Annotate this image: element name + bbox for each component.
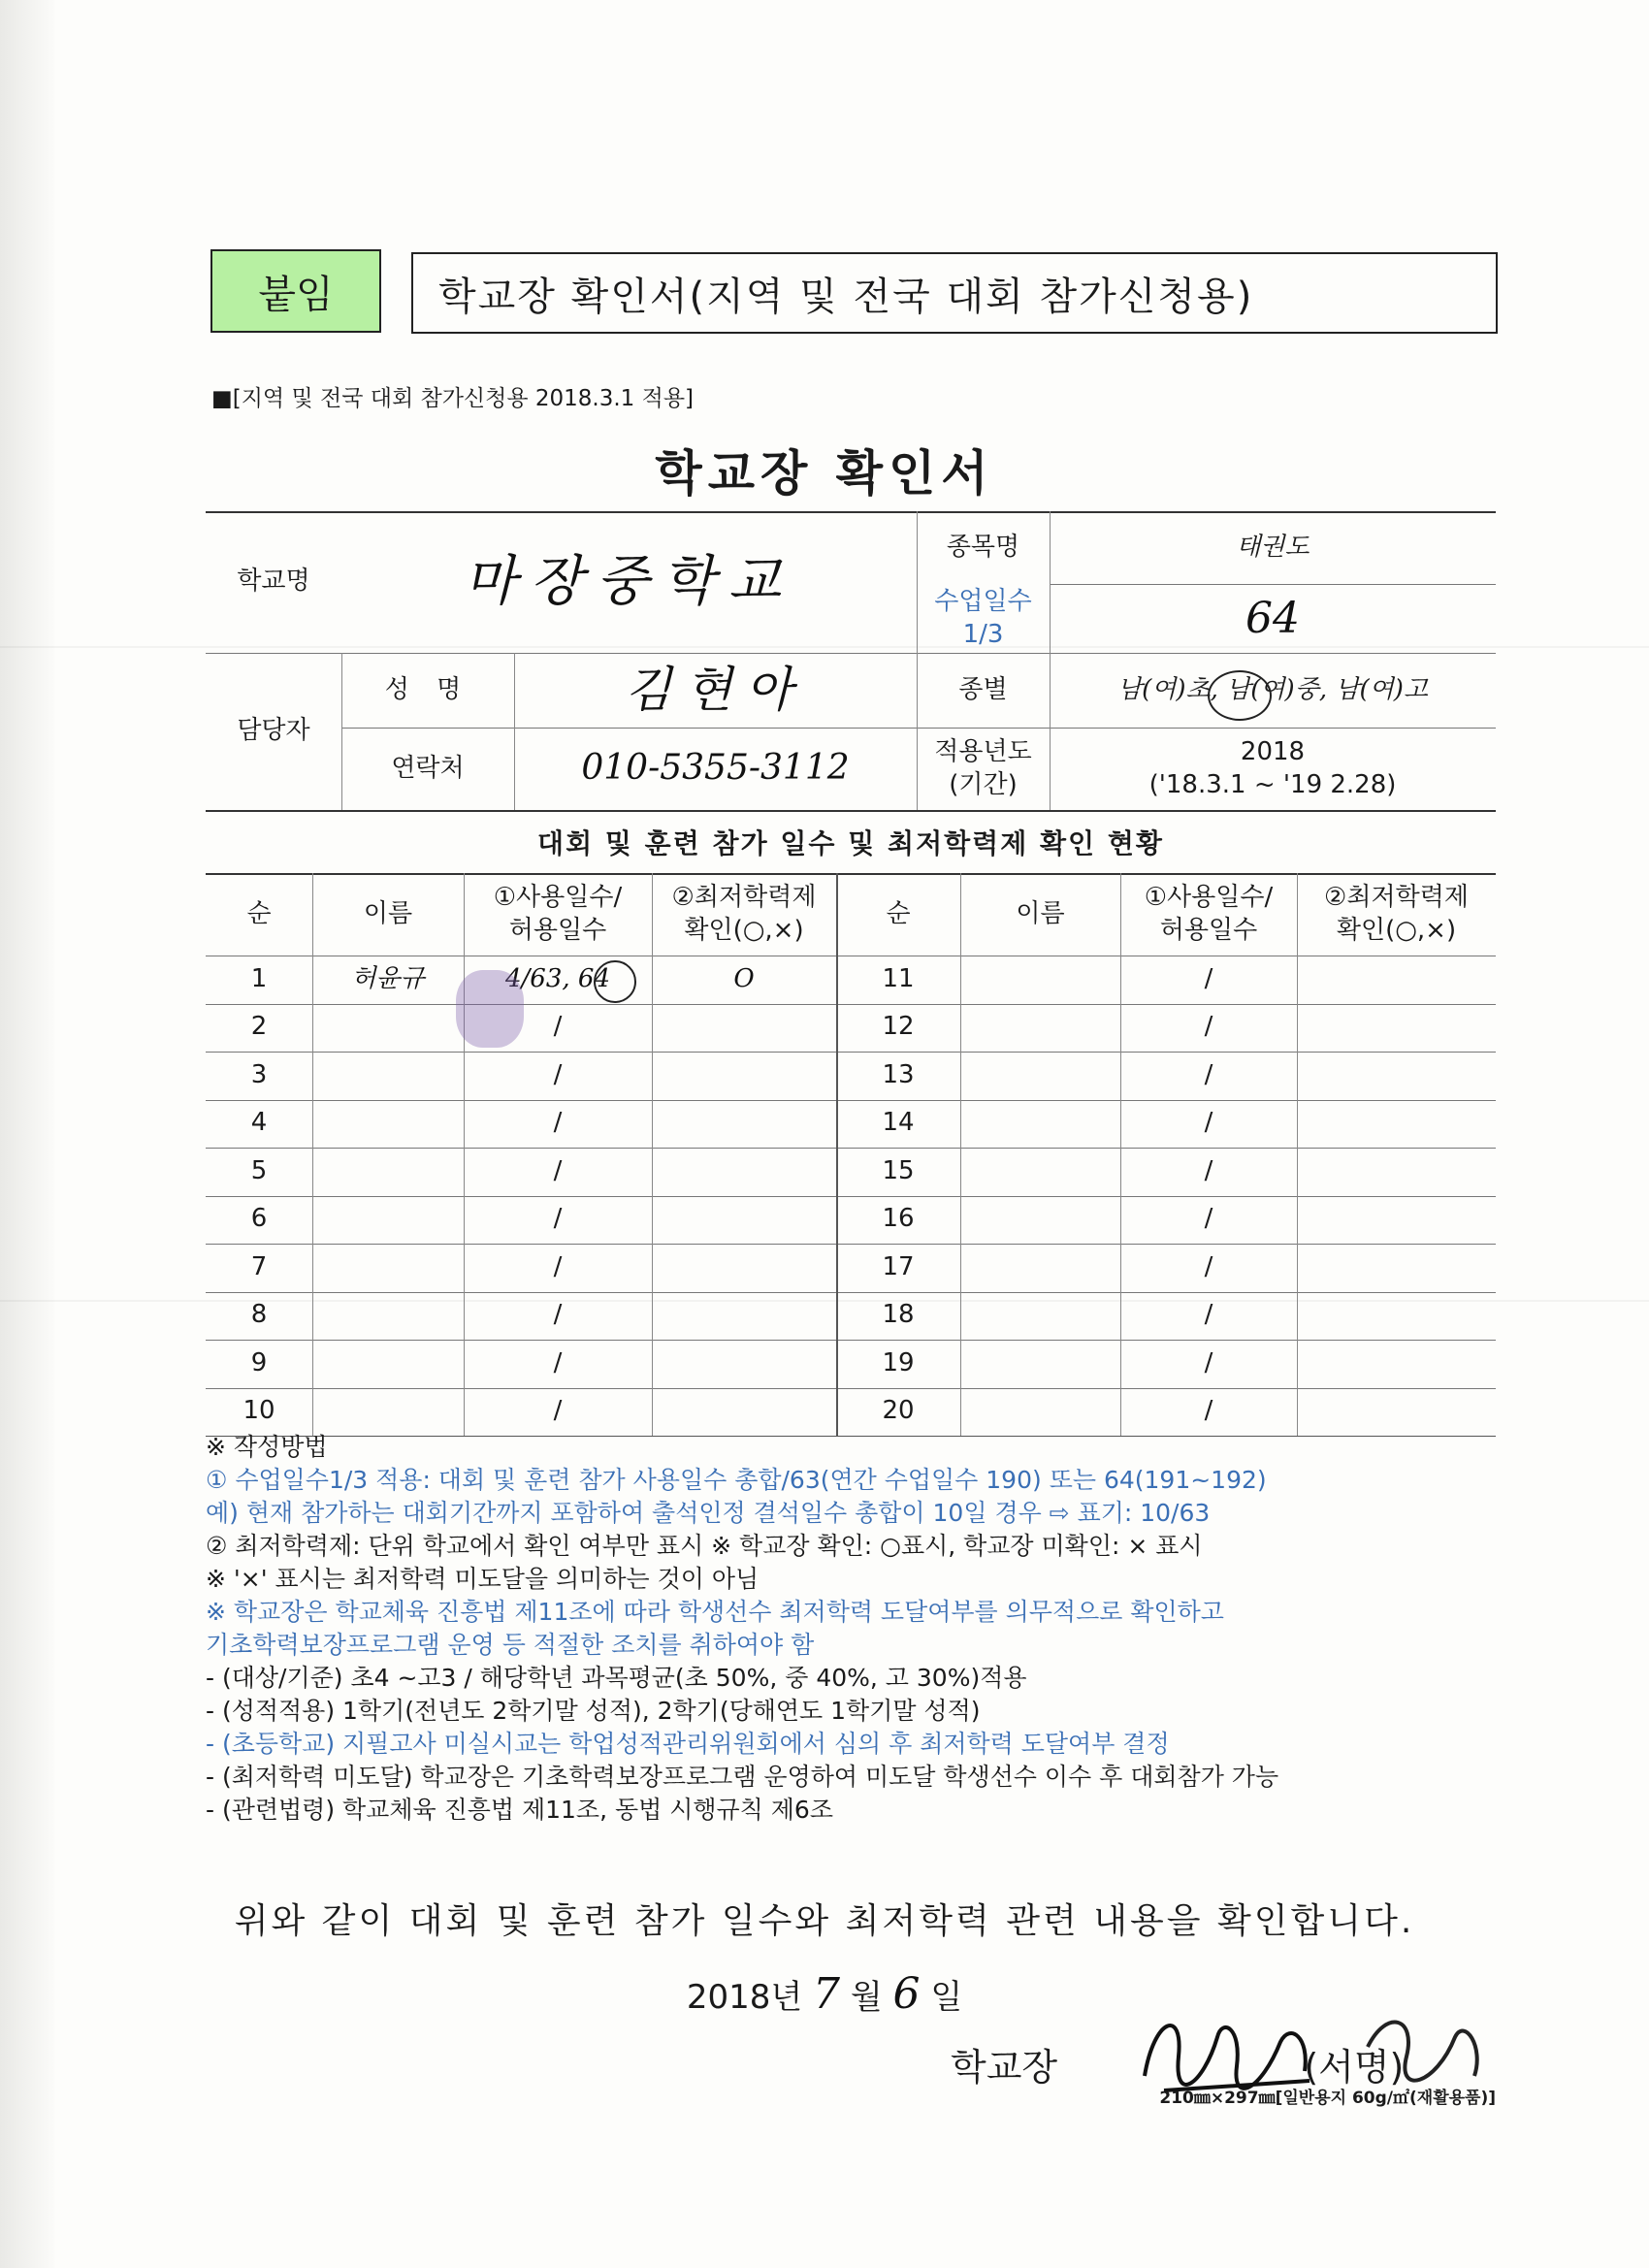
row-number: 17 (882, 1251, 915, 1281)
row-days: / (553, 1347, 563, 1377)
row-days: / (553, 1396, 563, 1426)
sign-note: (서명) (1304, 2046, 1405, 2089)
days-label (917, 584, 1050, 653)
row-number: 3 (250, 1059, 268, 1089)
row-name: 허윤규 (351, 963, 425, 993)
row-check (652, 1100, 836, 1149)
period-label-text: (기간) (949, 769, 1018, 799)
row-name (312, 1196, 464, 1245)
period-value-text: ('18.3.1 ~ '19 2.28) (1148, 769, 1397, 799)
row-check: O (733, 963, 755, 993)
row-number: 16 (882, 1204, 915, 1234)
header-no-right: 순 (886, 898, 911, 928)
row-days: / (553, 1012, 563, 1042)
row-number: 2 (250, 1012, 268, 1042)
header-days-b: 허용일수 (1159, 915, 1258, 945)
stamp-mark (456, 970, 524, 1048)
row-days: / (1204, 1251, 1213, 1281)
gender-label: 종별 (958, 674, 1008, 704)
row-days: / (1204, 1347, 1213, 1377)
days-label-text: 수업일수 (934, 586, 1032, 616)
row-number: 9 (250, 1347, 268, 1377)
row-check (652, 1388, 836, 1437)
date-day-unit: 일 (930, 1978, 963, 2017)
row-check (652, 1340, 836, 1388)
row-days: 4/63, 64 (505, 963, 610, 993)
year-label-text: 적용년도 (934, 736, 1032, 766)
date-year: 2018년 (686, 1978, 803, 2017)
row-name (312, 1148, 464, 1196)
row-number: 5 (250, 1155, 268, 1185)
header-check-right (1297, 873, 1496, 956)
instruction-line: ① 수업일수1/3 적용: 대회 및 훈련 참가 사용일수 총합/63(연간 수업일수 190) 또는 64(191~192) (206, 1466, 1267, 1494)
rule (1297, 873, 1298, 1436)
row-days: / (1204, 1155, 1213, 1185)
year-value (1050, 728, 1496, 810)
gender-circle-mark (1208, 670, 1272, 721)
school-value: 마장중학교 (464, 549, 794, 613)
row-name (312, 1244, 464, 1292)
row-days: / (1204, 963, 1213, 993)
header-check (652, 873, 836, 956)
row-days: / (1204, 1396, 1213, 1426)
row-days: / (553, 1059, 563, 1089)
instruction-line: - (초등학교) 지필고사 미실시교는 학업성적관리위원회에서 심의 후 최저학력 도달여부 결정 (206, 1730, 1170, 1758)
row-days: / (1204, 1108, 1213, 1138)
days-value: 64 (1245, 593, 1300, 643)
row-check (652, 1244, 836, 1292)
row-number: 18 (882, 1300, 915, 1330)
row-number: 6 (250, 1204, 268, 1234)
row-check (652, 1292, 836, 1341)
row-number: 15 (882, 1155, 915, 1185)
attachment-tag: 붙임 (210, 249, 381, 333)
row-days: / (1204, 1300, 1213, 1330)
row-number: 14 (882, 1108, 915, 1138)
row-name (312, 1388, 464, 1437)
row-number: 8 (250, 1300, 268, 1330)
row-name (312, 1004, 464, 1053)
instruction-line: - (대상/기준) 초4 ~고3 / 해당학년 과목평균(초 50%, 중 40%, 고 30%)적용 (206, 1664, 1027, 1692)
header-days-right (1120, 873, 1297, 956)
school-label: 학교명 (237, 567, 310, 597)
days-frac-text: 1/3 (962, 619, 1004, 649)
instruction-line: ② 최저학력제: 단위 학교에서 확인 여부만 표시 ※ 학교장 확인: ○표시, 학교장 미확인: × 표시 (206, 1532, 1203, 1560)
row-name (312, 1052, 464, 1100)
header-days-a: ①사용일수/ (1144, 882, 1274, 912)
row-number: 7 (250, 1251, 268, 1281)
paper-spec: 210㎜×297㎜[일반용지 60g/㎡(재활용품)] (1159, 2089, 1496, 2108)
document-title: 학교장 확인서 (655, 445, 994, 502)
instruction-line: - (성적적용) 1학기(전년도 2학기말 성적), 2학기(당해연도 1학기말 성적) (206, 1697, 981, 1725)
row-days: / (1204, 1204, 1213, 1234)
instruction-line: 기초학력보장프로그램 운영 등 적절한 조치를 취하여야 함 (206, 1631, 815, 1659)
applicability-note: ■[지역 및 전국 대회 참가신청용 2018.3.1 적용] (211, 386, 695, 411)
date-day: 6 (892, 1969, 921, 2019)
allowed-days-circle-mark (594, 960, 636, 1003)
row-number: 11 (882, 963, 915, 993)
header-check-a: ②최저학력제 (671, 882, 817, 912)
header-name-right: 이름 (1016, 898, 1065, 928)
header-days-b: 허용일수 (508, 915, 607, 945)
header-check-b: 확인(○,×) (1336, 915, 1457, 945)
rule (960, 873, 961, 1436)
instructions (206, 1431, 1505, 1827)
header-name: 이름 (363, 898, 413, 928)
row-days: / (553, 1108, 563, 1138)
row-number: 1 (250, 963, 268, 993)
date-month: 7 (813, 1969, 841, 2019)
rule (206, 810, 1496, 812)
row-days: / (553, 1251, 563, 1281)
row-number: 13 (882, 1059, 915, 1089)
row-number: 12 (882, 1012, 915, 1042)
gender-value: 남(여)초, 남(여)중, 남(여)고 (1117, 674, 1428, 704)
row-check (652, 1196, 836, 1245)
row-number: 4 (250, 1108, 268, 1138)
row-check (652, 1004, 836, 1053)
header-check-b: 확인(○,×) (684, 915, 804, 945)
row-days: / (553, 1204, 563, 1234)
instruction-line: - (관련법령) 학교체육 진흥법 제11조, 동법 시행규칙 제6조 (206, 1796, 833, 1824)
row-days: / (553, 1300, 563, 1330)
sport-label: 종목명 (946, 532, 1020, 562)
year-value-text: 2018 (1240, 736, 1306, 766)
row-number: 19 (882, 1347, 915, 1377)
instruction-line: ※ '×' 표시는 최저학력 미도달을 의미하는 것이 아님 (206, 1565, 760, 1593)
row-days: / (1204, 1059, 1213, 1089)
header-check-a: ②최저학력제 (1324, 882, 1469, 912)
date-month-unit: 월 (850, 1978, 883, 2017)
row-days: / (1204, 1012, 1213, 1042)
instruction-line: 예) 현재 참가하는 대회기간까지 포함하여 출석인정 결석일수 총합이 10일 경우 ⇨ 표기: 10/63 (206, 1499, 1211, 1527)
instruction-line: - (최저학력 미도달) 학교장은 기초학력보장프로그램 운영하여 미도달 학생선수 이수 후 대회참가 가능 (206, 1763, 1279, 1791)
contact-label: 연락처 (391, 753, 465, 783)
header-days (464, 873, 652, 956)
row-number: 20 (882, 1396, 915, 1426)
header-no: 순 (246, 898, 272, 928)
manager-label: 담당자 (237, 716, 310, 746)
table-title: 대회 및 훈련 참가 일수 및 최저학력제 확인 현황 (537, 827, 1164, 859)
header-days-a: ①사용일수/ (493, 882, 623, 912)
row-check (652, 1052, 836, 1100)
instruction-line: ※ 학교장은 학교체육 진흥법 제11조에 따라 학생선수 최저학력 도달여부를 의무적으로 확인하고 (206, 1598, 1224, 1626)
principal-label: 학교장 (951, 2046, 1058, 2089)
confirmation-statement: 위와 같이 대회 및 훈련 참가 일수와 최저학력 관련 내용을 확인합니다. (234, 1901, 1415, 1941)
sport-value: 태권도 (1236, 532, 1310, 562)
row-name (312, 1292, 464, 1341)
row-days: / (553, 1155, 563, 1185)
contact-value: 010-5355-3112 (581, 748, 850, 789)
name-value: 김현아 (625, 662, 806, 718)
year-label (917, 728, 1050, 810)
row-number: 10 (242, 1396, 275, 1426)
row-name (312, 1340, 464, 1388)
row-name (312, 1100, 464, 1149)
box-title: 학교장 확인서(지역 및 전국 대회 참가신청용) (411, 252, 1498, 334)
instruction-line: ※ 작성방법 (206, 1433, 328, 1461)
name-label: 성 명 (384, 674, 471, 704)
row-check (652, 1148, 836, 1196)
